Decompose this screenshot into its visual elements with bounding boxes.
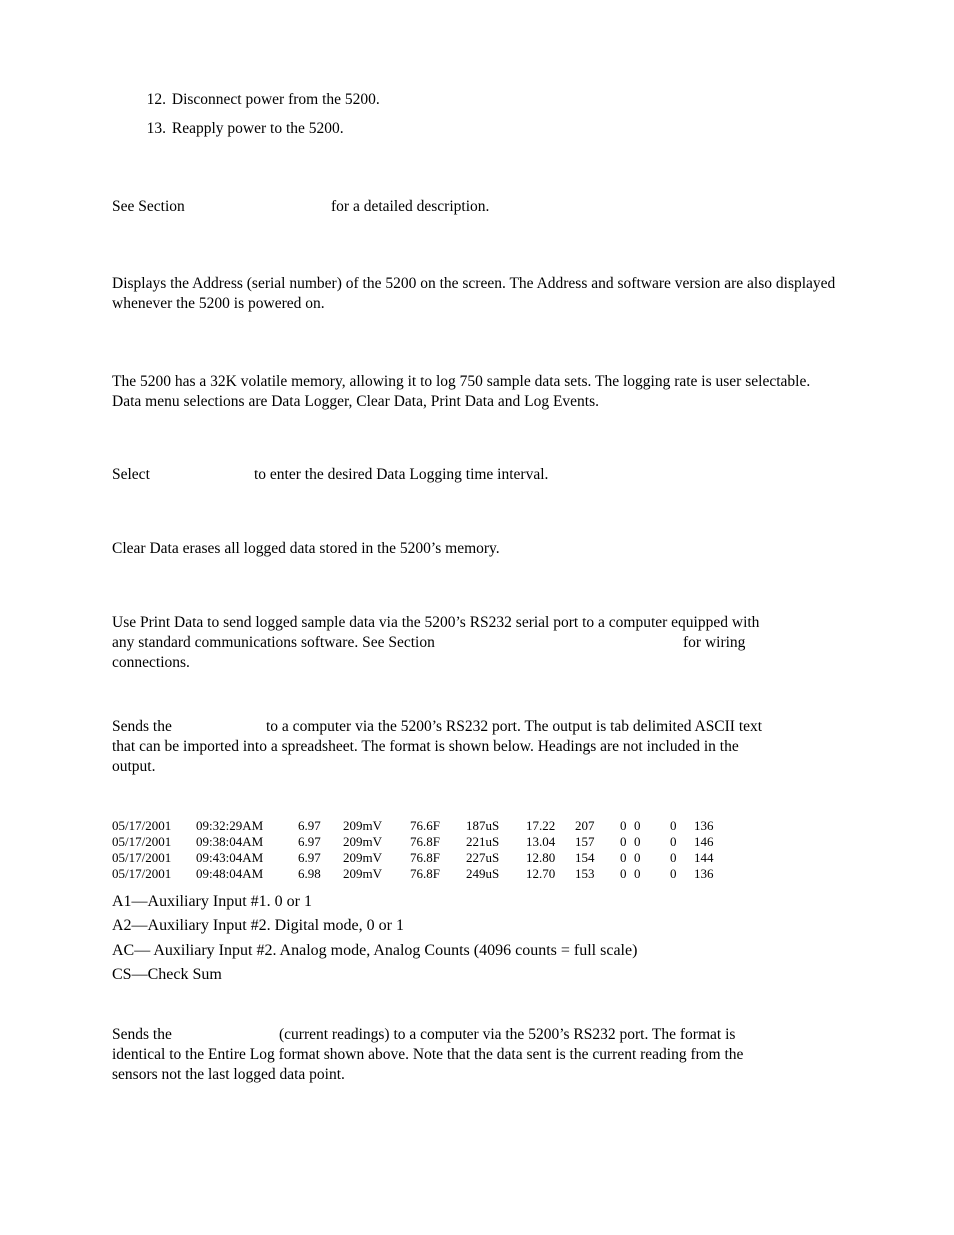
- step-number: 12.: [146, 91, 166, 108]
- current-line-1a: Sends the: [112, 1026, 172, 1043]
- step-text: Disconnect power from the 5200.: [171, 91, 380, 108]
- step-12: [139, 90, 380, 110]
- cell-cs: 146: [694, 834, 714, 849]
- cell-time: 09:32:29AM: [196, 818, 264, 833]
- cell-temp: 76.8F: [410, 834, 440, 849]
- step-number: 13.: [146, 120, 166, 137]
- cell-ac: 0: [670, 818, 677, 833]
- cell-conductivity: 221uS: [466, 834, 500, 849]
- cell-a1: 0: [620, 818, 627, 833]
- cell-count: 154: [575, 850, 595, 865]
- entire-log-line-1b: to a computer via the 5200’s RS232 port. The output is tab delimited ASCII text: [266, 718, 763, 735]
- cell-value: 12.80: [526, 850, 556, 865]
- step-text: Reapply power to the 5200.: [171, 120, 344, 137]
- cell-a2: 0: [634, 850, 641, 865]
- cell-ac: 0: [670, 834, 677, 849]
- cell-value: 12.70: [526, 866, 556, 881]
- cell-time: 09:38:04AM: [196, 834, 264, 849]
- select-prefix: Select: [112, 466, 150, 483]
- memory-paragraph: The 5200 has a 32K volatile memory, allowing it to log 750 sample data sets. The logging rate is user selectable. Data menu selections are Data Logger, Clear Data, Print Data and Log Events.: [112, 373, 811, 410]
- print-data-line-2a: any standard communications software. See Section: [112, 634, 435, 651]
- cell-time: 09:43:04AM: [196, 850, 264, 865]
- cell-temp: 76.8F: [410, 866, 440, 881]
- print-data-line-1: Use Print Data to send logged sample data via the 5200’s RS232 serial port to a computer equipped with: [112, 614, 760, 631]
- cell-a2: 0: [634, 834, 641, 849]
- cell-cs: 136: [694, 818, 714, 833]
- legend-a1: A1—Auxiliary Input #1. 0 or 1: [112, 893, 312, 910]
- address-paragraph: Displays the Address (serial number) of the 5200 on the screen. The Address and software version are also displayed whenever the 5200 is powered on.: [112, 275, 836, 312]
- cell-date: 05/17/2001: [112, 818, 172, 833]
- clear-data-paragraph: Clear Data erases all logged data stored in the 5200’s memory.: [112, 540, 500, 557]
- cell-conductivity: 187uS: [466, 818, 500, 833]
- entire-log-line-3: output.: [112, 758, 156, 775]
- cell-conductivity: 227uS: [466, 850, 500, 865]
- cell-date: 05/17/2001: [112, 866, 172, 881]
- cell-time: 09:48:04AM: [196, 866, 264, 881]
- current-line-3: sensors not the last logged data point.: [112, 1066, 345, 1083]
- cell-a1: 0: [620, 850, 627, 865]
- cell-a2: 0: [634, 866, 641, 881]
- cell-value: 13.04: [526, 834, 556, 849]
- print-data-line-3: connections.: [112, 654, 190, 671]
- entire-log-line-1a: Sends the: [112, 718, 172, 735]
- cell-ac: 0: [670, 866, 677, 881]
- see-section-suffix: for a detailed description.: [331, 198, 490, 215]
- cell-orp: 209mV: [343, 850, 382, 865]
- cell-cs: 136: [694, 866, 714, 881]
- cell-conductivity: 249uS: [466, 866, 500, 881]
- cell-orp: 209mV: [343, 818, 382, 833]
- cell-ac: 0: [670, 850, 677, 865]
- cell-temp: 76.8F: [410, 850, 440, 865]
- cell-date: 05/17/2001: [112, 834, 172, 849]
- cell-count: 153: [575, 866, 595, 881]
- cell-a2: 0: [634, 818, 641, 833]
- entire-log-line-2: that can be imported into a spreadsheet. The format is shown below. Headings are not included in the: [112, 738, 739, 755]
- cell-ph: 6.98: [298, 866, 321, 881]
- cell-a1: 0: [620, 834, 627, 849]
- cell-ph: 6.97: [298, 834, 321, 849]
- current-line-1b: (current readings) to a computer via the 5200’s RS232 port. The format is: [279, 1026, 736, 1043]
- cell-value: 17.22: [526, 818, 556, 833]
- current-line-2: identical to the Entire Log format shown above. Note that the data sent is the current reading from the: [112, 1046, 744, 1063]
- cell-ph: 6.97: [298, 850, 321, 865]
- legend-cs: CS—Check Sum: [112, 966, 222, 983]
- legend-ac: AC— Auxiliary Input #2. Analog mode, Analog Counts (4096 counts = full scale): [112, 942, 638, 959]
- step-13: [139, 119, 344, 139]
- cell-count: 207: [575, 818, 595, 833]
- cell-a1: 0: [620, 866, 627, 881]
- cell-cs: 144: [694, 850, 714, 865]
- cell-ph: 6.97: [298, 818, 321, 833]
- cell-orp: 209mV: [343, 834, 382, 849]
- cell-count: 157: [575, 834, 595, 849]
- cell-orp: 209mV: [343, 866, 382, 881]
- cell-temp: 76.6F: [410, 818, 440, 833]
- print-data-line-2b: for wiring: [683, 634, 746, 651]
- cell-date: 05/17/2001: [112, 850, 172, 865]
- legend-a2: A2—Auxiliary Input #2. Digital mode, 0 or 1: [112, 917, 404, 934]
- select-suffix: to enter the desired Data Logging time interval.: [254, 466, 549, 483]
- see-section-prefix: See Section: [112, 198, 185, 215]
